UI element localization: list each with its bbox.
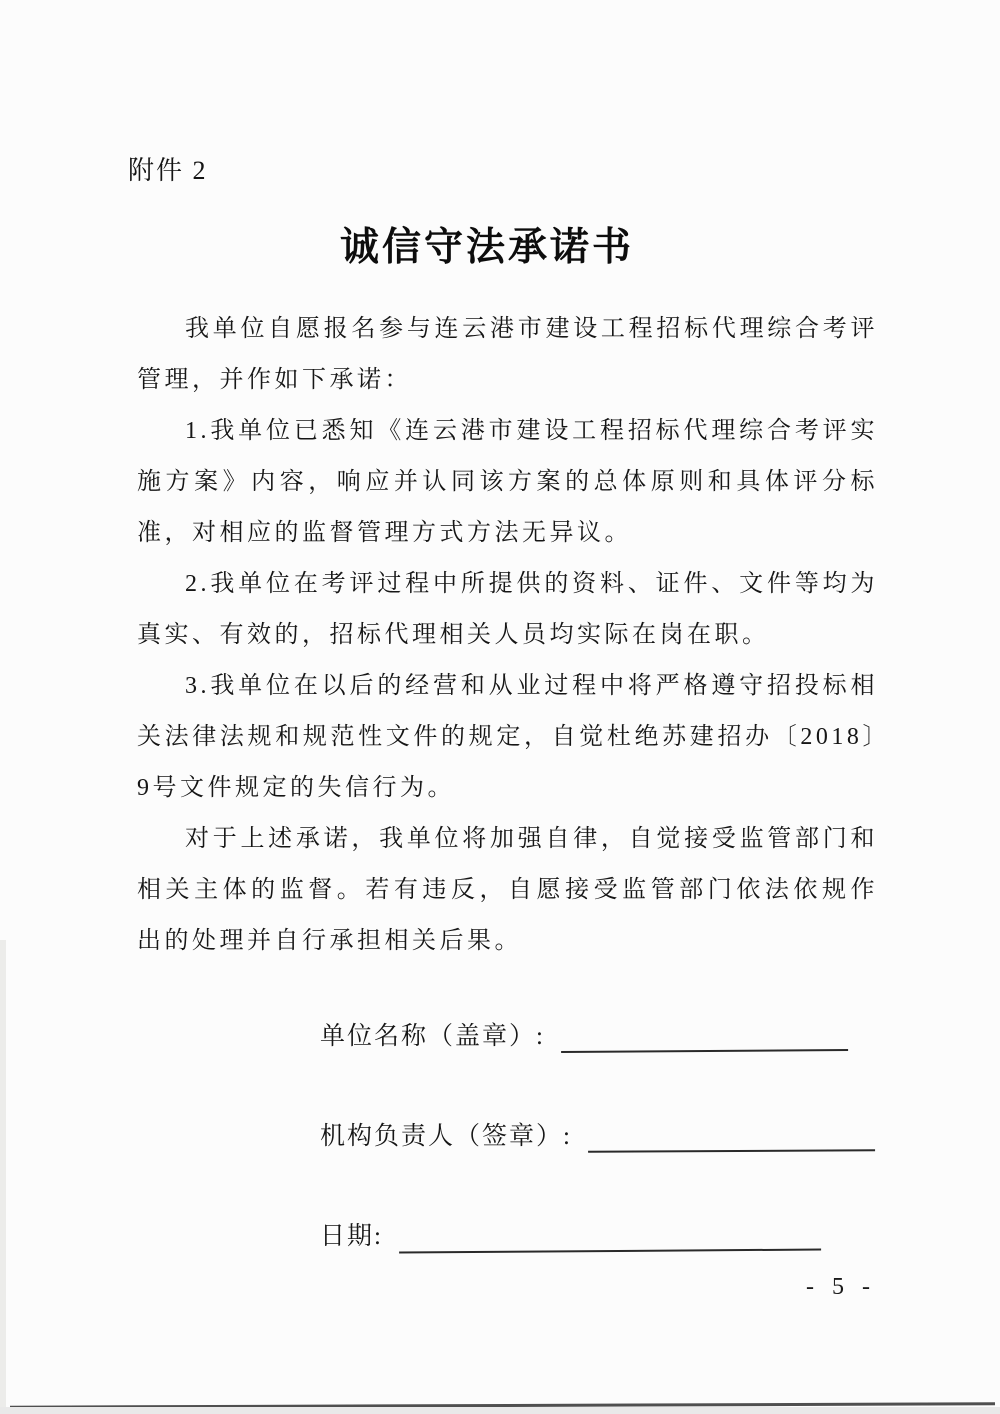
document-title: 诚信守法承诺书 xyxy=(339,226,634,269)
date-row xyxy=(320,1216,821,1252)
principal-blank-line xyxy=(588,1119,875,1153)
page-number: - 5 - xyxy=(806,1274,876,1300)
paragraph-intro: 我单位自愿报名参与连云港市建设工程招标代理综合考评管理，并作如下承诺： xyxy=(137,316,878,393)
scan-bottom-edge-shadow xyxy=(0,1407,1000,1414)
paragraph-item-1: 1.我单位已悉知《连云港市建设工程招标代理综合考评实施方案》内容，响应并认同该方案的总体原则和具体评分标准，对相应的监督管理方式方法无异议。 xyxy=(137,418,878,546)
paragraph-item-2: 2.我单位在考评过程中所提供的资料、证件、文件等均为真实、有效的，招标代理相关人员均实际在岗在职。 xyxy=(137,571,878,648)
scan-left-edge-artifact xyxy=(0,940,6,1414)
paragraph-item-3: 3.我单位在以后的经营和从业过程中将严格遵守招投标相关法律法规和规范性文件的规定，自觉杜绝苏建招办〔2018〕9号文件规定的失信行为。 xyxy=(137,673,878,801)
paragraph-closing: 对于上述承诺，我单位将加强自律，自觉接受监管部门和相关主体的监督。若有违反，自愿接受监管部门依法依规作出的处理并自行承担相关后果。 xyxy=(137,826,878,954)
principal-row xyxy=(320,1116,875,1152)
date-label: 日期: xyxy=(320,1223,383,1250)
principal-label: 机构负责人（签章）: xyxy=(320,1123,572,1150)
date-blank-line xyxy=(399,1219,821,1254)
company-name-label: 单位名称（盖章）: xyxy=(320,1023,545,1050)
company-name-blank-line xyxy=(561,1019,848,1053)
document-body xyxy=(137,304,878,967)
attachment-label: 附件 2 xyxy=(128,156,208,185)
company-name-row xyxy=(320,1016,848,1052)
